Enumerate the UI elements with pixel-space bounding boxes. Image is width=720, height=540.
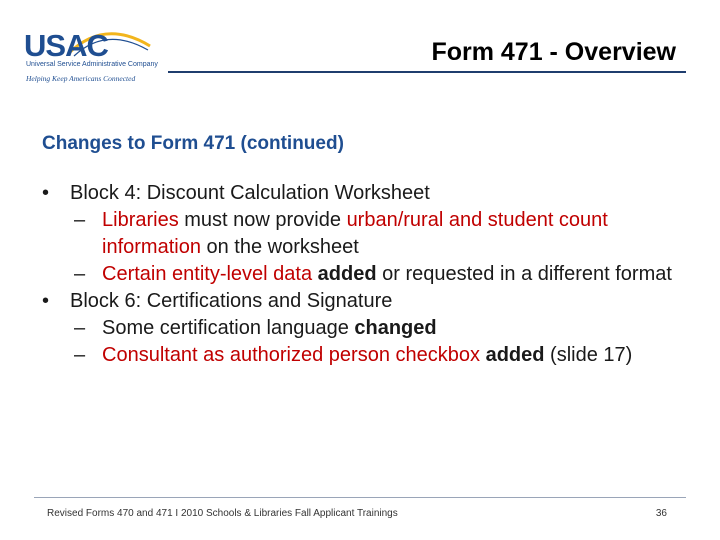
sub-bullet — [42, 342, 692, 369]
slide-content — [42, 180, 692, 369]
sub-bullet-text: added — [485, 344, 545, 366]
dash-icon: – — [74, 344, 86, 366]
sub-bullet-text: Consultant as authorized person checkbox — [102, 344, 481, 366]
bullet-label: Block 4: Discount Calculation Worksheet — [70, 182, 430, 204]
logo-wordmark: USAC — [24, 28, 108, 63]
logo-subtitle: Universal Service Administrative Company — [26, 61, 158, 68]
bullet-block-4 — [42, 180, 692, 207]
bullet-icon: • — [42, 182, 50, 204]
dash-icon: – — [74, 209, 86, 231]
sub-bullet-text: (slide 17) — [550, 344, 633, 366]
bullet-label: Block 6: Certifications and Signature — [70, 290, 393, 312]
sub-bullet — [42, 315, 692, 342]
page-number: 36 — [655, 508, 667, 519]
footer-divider — [34, 497, 686, 498]
sub-bullet-text: must now provide — [178, 209, 347, 231]
slide-title: Form 471 - Overview — [431, 38, 676, 66]
sub-bullet — [42, 261, 692, 288]
bullet-icon: • — [42, 290, 50, 312]
sub-bullet-text: on the worksheet — [200, 236, 359, 258]
sub-bullet-text: urban/rural and student count information — [102, 209, 608, 258]
footer-text: Revised Forms 470 and 471 I 2010 Schools & Libraries Fall Applicant Trainings — [47, 508, 398, 519]
logo-tagline: Helping Keep Americans Connected — [26, 74, 136, 83]
dash-icon: – — [74, 317, 86, 339]
title-divider — [168, 71, 686, 73]
sub-bullet-text: Certain entity-level data — [102, 263, 313, 285]
sub-bullet-text: Libraries — [102, 209, 179, 231]
sub-bullet-text: changed — [354, 317, 437, 339]
sub-bullet-text: added — [317, 263, 377, 285]
usac-logo — [20, 22, 160, 84]
bullet-block-6 — [42, 288, 692, 315]
sub-bullet-text: Some certification language — [102, 317, 355, 339]
sub-bullet — [42, 207, 692, 261]
dash-icon: – — [74, 263, 86, 285]
section-heading: Changes to Form 471 (continued) — [42, 133, 344, 154]
sub-bullet-text: or requested in a different format — [376, 263, 672, 285]
